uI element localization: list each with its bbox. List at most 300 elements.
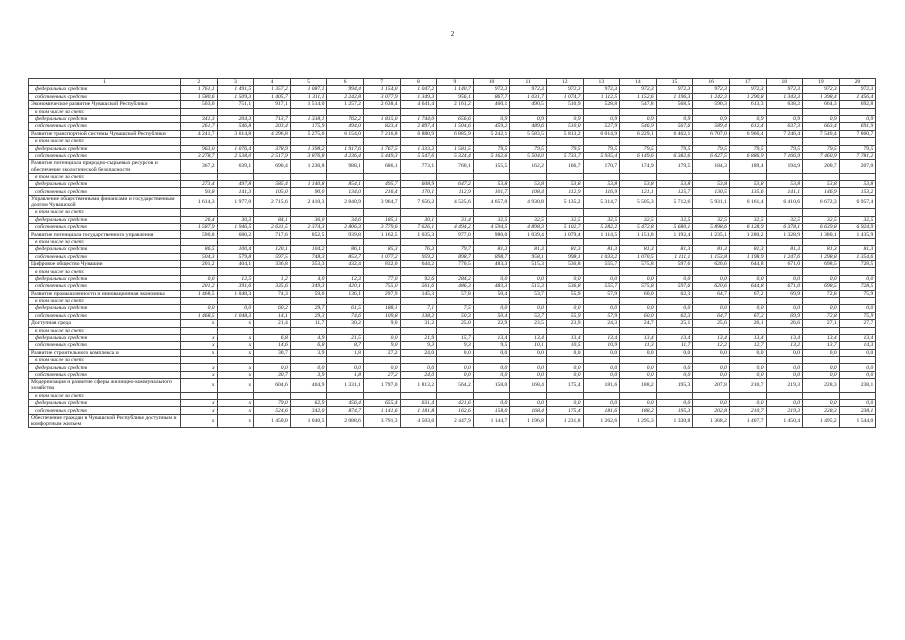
value-cell [766,209,803,216]
value-cell [473,209,510,216]
value-cell: 9,0 [363,320,400,327]
value-cell: 1 491,5 [217,86,254,93]
value-cell: 6 161,4 [729,195,766,208]
value-cell: 53,8 [620,181,657,188]
table-row-program [29,290,876,297]
value-cell [839,357,876,364]
value-cell [583,138,620,145]
value-cell: 1 077,2 [363,253,400,260]
value-cell: 2 088,6 [327,414,364,427]
value-cell [766,173,803,180]
value-cell: 2 631,5 [254,224,291,231]
value-cell: 6 639,8 [803,224,840,231]
value-cell: 0,0 [181,275,218,282]
row-label-cell: Развитие строительного комплекса и [29,349,181,356]
value-cell: 79,5 [656,145,693,152]
value-cell [327,327,364,334]
value-cell [327,173,364,180]
value-cell: 0,0 [839,275,876,282]
value-cell: x [181,414,218,427]
value-cell: 6 886,9 [729,152,766,159]
value-cell: x [181,349,218,356]
value-cell [290,268,327,275]
value-cell: 6 410,6 [766,195,803,208]
value-cell: 15 [656,79,693,86]
value-cell: 5 712,6 [656,195,693,208]
value-cell: 972,3 [729,86,766,93]
value-cell: 20 [839,79,876,86]
value-cell: 0,0 [839,400,876,407]
table-row-program [29,379,876,392]
value-cell: 6 014,9 [583,130,620,137]
value-cell: 105,0 [254,188,291,195]
value-cell: 27,1 [803,320,840,327]
value-cell: 7 656,2 [400,195,437,208]
value-cell: 1 468,5 [181,290,218,297]
value-cell: 9,0 [363,342,400,349]
value-cell: 32,5 [803,216,840,223]
value-cell: 6 149,6 [620,152,657,159]
value-cell: 31,2 [400,320,437,327]
value-cell: 4 898,3 [510,224,547,231]
value-cell: 0,0 [546,349,583,356]
value-cell: 13 [583,79,620,86]
table-row-source [29,371,876,378]
value-cell: 6 627,5 [693,152,730,159]
row-label-cell: федеральных средств [29,181,181,188]
value-cell [327,209,364,216]
value-cell: 0,0 [803,364,840,371]
value-cell: 2 410,3 [290,195,327,208]
value-cell: 175,4 [546,379,583,392]
value-cell: 64,7 [693,290,730,297]
table-row-source [29,123,876,130]
value-cell [327,268,364,275]
value-cell: 2 715,6 [254,195,291,208]
value-cell: 0,0 [803,305,840,312]
value-cell: 26,6 [766,320,803,327]
value-cell: 378,9 [254,145,291,152]
value-cell: 0,0 [839,305,876,312]
value-cell: 202,8 [693,407,730,414]
table-row-note [29,138,876,145]
value-cell [363,209,400,216]
row-label-cell: собственных средств [29,283,181,290]
value-cell: 24,0 [400,349,437,356]
value-cell: 10 [473,79,510,86]
table-row-source [29,145,876,152]
row-label-cell: в том числе за счет: [29,173,181,180]
value-cell: 0,0 [473,400,510,407]
value-cell [803,327,840,334]
value-cell: 30,2 [327,320,364,327]
value-cell: 2 538,0 [217,152,254,159]
table-row-source [29,407,876,414]
value-cell: 166,7 [546,160,583,173]
value-cell: 713,7 [254,115,291,122]
table-row-program [29,231,876,238]
value-cell [546,327,583,334]
value-cell: 195,3 [656,407,693,414]
value-cell: 3 791,3 [363,414,400,427]
value-cell: 0,0 [656,275,693,282]
row-label-cell: федеральных средств [29,334,181,341]
value-cell: 74,6 [327,312,364,319]
value-cell: 53,8 [583,181,620,188]
value-cell [437,173,474,180]
value-cell: 284,2 [437,275,474,282]
value-cell: 589,4 [693,123,730,130]
table-row-note [29,327,876,334]
value-cell [620,357,657,364]
value-cell: 420,1 [327,283,364,290]
value-cell: 158,0 [473,379,510,392]
value-cell: 0,0 [620,349,657,356]
value-cell [656,327,693,334]
value-cell [766,327,803,334]
value-cell: 977,0 [437,231,474,238]
value-cell: 1 111,1 [656,253,693,260]
value-cell [473,238,510,245]
value-cell: 1 456,4 [839,93,876,100]
value-cell: 6 462,1 [656,130,693,137]
value-cell [400,209,437,216]
value-cell: 0,0 [583,349,620,356]
value-cell: 32,5 [766,216,803,223]
value-cell: 81,3 [803,246,840,253]
value-cell: 11,7 [656,342,693,349]
value-cell: 141,1 [766,188,803,195]
value-cell [839,327,876,334]
value-cell: 27,2 [363,371,400,378]
value-cell: x [181,364,218,371]
table-row-source [29,334,876,341]
value-cell: 238,1 [839,379,876,392]
value-cell: 3,9 [290,371,327,378]
value-cell: 216,4 [363,188,400,195]
value-cell: 81,3 [656,246,693,253]
value-cell [473,173,510,180]
value-cell: 36,0 [290,216,327,223]
value-cell: 0,0 [729,305,766,312]
table-row-source [29,275,876,282]
value-cell [290,209,327,216]
value-cell: 546,8 [217,123,254,130]
value-cell: 1 946,5 [217,224,254,231]
value-cell: 219,3 [766,379,803,392]
value-cell [546,138,583,145]
value-cell: 13,4 [693,334,730,341]
value-cell: 13,4 [803,334,840,341]
value-cell: 6,8 [290,342,327,349]
value-cell [217,238,254,245]
value-cell: 0,0 [437,349,474,356]
value-cell: 853,7 [327,253,364,260]
value-cell: 546,9 [620,123,657,130]
value-cell: 959,2 [400,253,437,260]
value-cell: 134,0 [327,188,364,195]
value-cell [729,297,766,304]
value-cell [181,209,218,216]
value-cell [290,108,327,115]
value-cell: 81,3 [546,246,583,253]
value-cell: x [181,342,218,349]
value-cell: 917,1 [254,101,291,108]
value-cell [729,392,766,399]
value-cell: 1 581,5 [437,145,474,152]
value-cell: 663,4 [803,123,840,130]
value-cell: 0,9 [620,115,657,122]
value-cell: 1 070,5 [620,253,657,260]
value-cell: 0,0 [546,371,583,378]
value-cell: 27,7 [839,320,876,327]
value-cell: x [181,407,218,414]
value-cell: 0,0 [656,349,693,356]
value-cell: 547,8 [620,101,657,108]
value-cell: 81,3 [766,246,803,253]
value-cell [546,357,583,364]
value-cell: 1 181,8 [400,407,437,414]
value-cell: 75,9 [839,290,876,297]
value-cell [583,209,620,216]
value-cell [656,392,693,399]
value-cell: x [217,320,254,327]
value-cell: 956,1 [437,93,474,100]
value-cell: 590,8 [181,231,218,238]
value-cell: 75,9 [839,312,876,319]
value-cell: 0,0 [583,275,620,282]
value-cell: 7 216,8 [363,130,400,137]
value-cell: 26,4 [181,216,218,223]
value-cell: 1 257,2 [327,101,364,108]
value-cell [510,108,547,115]
value-cell: 81,3 [620,246,657,253]
value-cell: 55,9 [546,290,583,297]
value-cell: 353,3 [290,261,327,268]
row-label-cell: собственных средств [29,93,181,100]
table-row-source [29,400,876,407]
value-cell [546,209,583,216]
value-cell [693,392,730,399]
value-cell: 13,2 [766,342,803,349]
value-cell: 138,2 [400,312,437,319]
value-cell: 12,3 [327,275,364,282]
value-cell: 0,0 [729,275,766,282]
value-cell: 0,0 [583,371,620,378]
value-cell: 5 324,4 [437,152,474,159]
value-cell: 0,0 [583,305,620,312]
value-cell [839,209,876,216]
value-cell: 13,4 [766,334,803,341]
value-cell [583,173,620,180]
value-cell: 692,8 [839,101,876,108]
value-cell: 655,4 [363,400,400,407]
value-cell: 4 503,6 [400,414,437,427]
value-cell: 536,8 [546,261,583,268]
value-cell: 19 [803,79,840,86]
value-cell: 50,4 [473,290,510,297]
value-cell [473,138,510,145]
value-cell: 30,3 [217,216,254,223]
value-cell: 121,1 [620,188,657,195]
value-cell [217,297,254,304]
value-cell: 7 166,9 [766,152,803,159]
value-cell: 77,0 [363,275,400,282]
value-cell: 194,9 [766,160,803,173]
value-cell: 0,9 [510,115,547,122]
value-cell [254,268,291,275]
value-cell: 9,3 [400,342,437,349]
value-cell: 972,3 [620,86,657,93]
value-cell: 0,0 [803,349,840,356]
value-cell: 1,8 [327,371,364,378]
value-cell [546,392,583,399]
value-cell [437,108,474,115]
row-label-cell: Экономическое развитие Чувашской Республики [29,101,181,108]
value-cell [729,268,766,275]
value-cell: 638,2 [766,101,803,108]
value-cell [510,209,547,216]
value-cell: 175,4 [546,407,583,414]
value-cell: 644,8 [729,283,766,290]
value-cell: 1 331,1 [327,379,364,392]
value-cell [839,108,876,115]
value-cell [327,138,364,145]
value-cell: 168,4 [510,379,547,392]
value-cell: 69,9 [766,312,803,319]
table-row-source [29,93,876,100]
value-cell [803,108,840,115]
row-label-cell: в том числе за счет: [29,108,181,115]
value-cell: 116,9 [583,188,620,195]
value-cell: 1 079,4 [546,231,583,238]
value-cell: 2 840,9 [327,195,364,208]
value-cell: 336,8 [254,261,291,268]
value-cell: 179,5 [656,160,693,173]
value-cell: 57,9 [583,290,620,297]
value-cell: 1 035,3 [400,231,437,238]
value-cell: 210,7 [729,379,766,392]
value-cell [583,357,620,364]
row-label-cell: федеральных средств [29,305,181,312]
row-label-cell: федеральных средств [29,275,181,282]
value-cell: 510,9 [546,101,583,108]
value-cell: 4 594,5 [473,224,510,231]
value-cell: 297,9 [363,290,400,297]
value-cell: 963,0 [181,145,218,152]
row-label-cell: собственных средств [29,371,181,378]
value-cell [290,138,327,145]
table-row-source [29,305,876,312]
value-cell: 1 114,5 [583,231,620,238]
value-cell: 219,3 [766,407,803,414]
value-cell: 5 162,6 [473,152,510,159]
value-cell [400,327,437,334]
value-cell: 1 112,5 [583,93,620,100]
value-cell: 34,6 [327,216,364,223]
value-cell: 503,0 [181,101,218,108]
value-cell [693,173,730,180]
value-cell: 0,9 [656,115,693,122]
value-cell: 0,0 [729,400,766,407]
value-cell [437,268,474,275]
value-cell: 0,0 [510,364,547,371]
value-cell: 59,0 [290,290,327,297]
value-cell [766,357,803,364]
value-cell: 60,0 [620,312,657,319]
value-cell [400,108,437,115]
value-cell [217,108,254,115]
value-cell: 79,5 [766,145,803,152]
value-cell: 53,8 [839,181,876,188]
value-cell [839,138,876,145]
value-cell: 0,0 [620,364,657,371]
value-cell: 432,4 [327,261,364,268]
value-cell: 0,0 [546,364,583,371]
value-cell: 1 230,8 [290,160,327,173]
value-cell: 561,6 [400,283,437,290]
value-cell: 11 [510,79,547,86]
value-cell: 200,7 [803,160,840,173]
value-cell: 5 472,8 [620,224,657,231]
value-cell [729,173,766,180]
value-cell: 698,5 [803,283,840,290]
value-cell: 0,0 [181,305,218,312]
value-cell: 555,7 [583,261,620,268]
value-cell: 0,0 [473,371,510,378]
value-cell: 136,1 [327,290,364,297]
value-cell: 0,0 [546,400,583,407]
value-cell: 5 275,0 [290,130,327,137]
value-cell [363,357,400,364]
value-cell: 898,7 [473,253,510,260]
value-cell: 4 525,6 [437,195,474,208]
value-cell: 93,8 [181,188,218,195]
value-cell: 6 [327,79,364,86]
value-cell: 79,5 [546,145,583,152]
value-cell: 81,3 [693,246,730,253]
row-label-cell: в том числе за счет: [29,209,181,216]
value-cell: 0,0 [254,364,291,371]
value-cell: 1 330,8 [656,414,693,427]
value-cell [656,297,693,304]
value-cell: 1 154,0 [363,86,400,93]
value-cell: 13,4 [473,334,510,341]
value-cell: 0,0 [473,305,510,312]
value-cell [839,297,876,304]
value-cell: 273,4 [181,181,218,188]
value-cell: 342,0 [290,407,327,414]
value-cell: 21,5 [327,334,364,341]
value-cell: 0,0 [839,364,876,371]
value-cell: 1 354,6 [839,253,876,260]
value-cell [803,297,840,304]
value-cell: 1 580,6 [181,93,218,100]
value-cell [327,357,364,364]
value-cell: 555,7 [583,283,620,290]
value-cell: 21,9 [400,334,437,341]
value-cell [473,297,510,304]
value-cell: 9 [437,79,474,86]
value-cell: 597,6 [656,283,693,290]
value-cell: 27,2 [363,349,400,356]
value-cell [693,357,730,364]
value-cell: 81,3 [839,246,876,253]
value-cell [437,209,474,216]
value-cell: 155,5 [473,160,510,173]
value-cell: 11,7 [290,320,327,327]
value-cell: 3 779,6 [363,224,400,231]
